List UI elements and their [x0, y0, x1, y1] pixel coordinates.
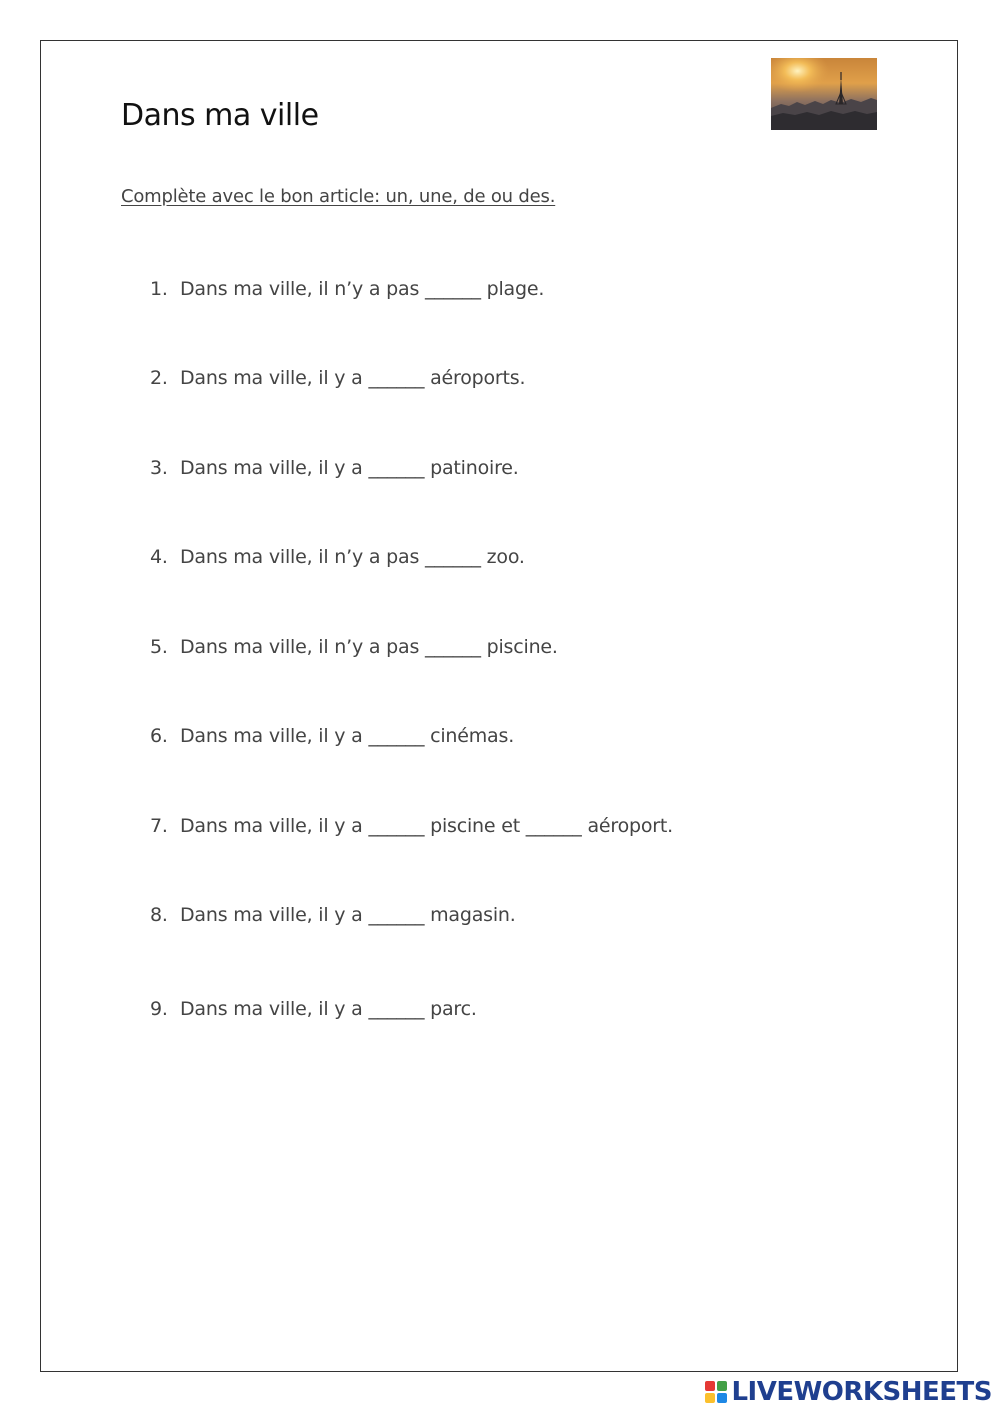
question-item	[150, 904, 516, 926]
question-text: Dans ma ville, il y a ______ magasin.	[180, 904, 516, 926]
question-item	[150, 998, 477, 1020]
question-item	[150, 278, 544, 300]
question-text: Dans ma ville, il n’y a pas ______ piscine.	[180, 636, 558, 658]
question-number: 3.	[150, 457, 168, 479]
question-item	[150, 546, 525, 568]
question-number: 8.	[150, 904, 168, 926]
question-item	[150, 636, 558, 658]
worksheet-page	[40, 40, 958, 1372]
question-number: 1.	[150, 278, 168, 300]
paris-sunset-photo	[771, 58, 877, 130]
question-number: 2.	[150, 367, 168, 389]
question-item	[150, 367, 525, 389]
question-number: 4.	[150, 546, 168, 568]
question-text: Dans ma ville, il n’y a pas ______ zoo.	[180, 546, 525, 568]
question-text: Dans ma ville, il y a ______ cinémas.	[180, 725, 515, 747]
question-text: Dans ma ville, il n’y a pas ______ plage.	[180, 278, 545, 300]
liveworksheets-logo	[705, 1377, 992, 1407]
instruction-text: Complète avec le bon article: un, une, de ou des.	[121, 186, 556, 207]
page-title: Dans ma ville	[121, 98, 319, 133]
question-number: 7.	[150, 815, 168, 837]
question-item	[150, 815, 673, 837]
question-number: 5.	[150, 636, 168, 658]
question-text: Dans ma ville, il y a ______ aéroports.	[180, 367, 526, 389]
question-number: 6.	[150, 725, 168, 747]
question-number: 9.	[150, 998, 168, 1020]
question-text: Dans ma ville, il y a ______ piscine et ______ aéroport.	[180, 815, 673, 837]
logo-text: LIVEWORKSHEETS	[731, 1377, 992, 1407]
question-item	[150, 725, 514, 747]
question-text: Dans ma ville, il y a ______ parc.	[180, 998, 477, 1020]
question-item	[150, 457, 519, 479]
liveworksheets-logo-icon	[705, 1381, 727, 1403]
question-text: Dans ma ville, il y a ______ patinoire.	[180, 457, 519, 479]
